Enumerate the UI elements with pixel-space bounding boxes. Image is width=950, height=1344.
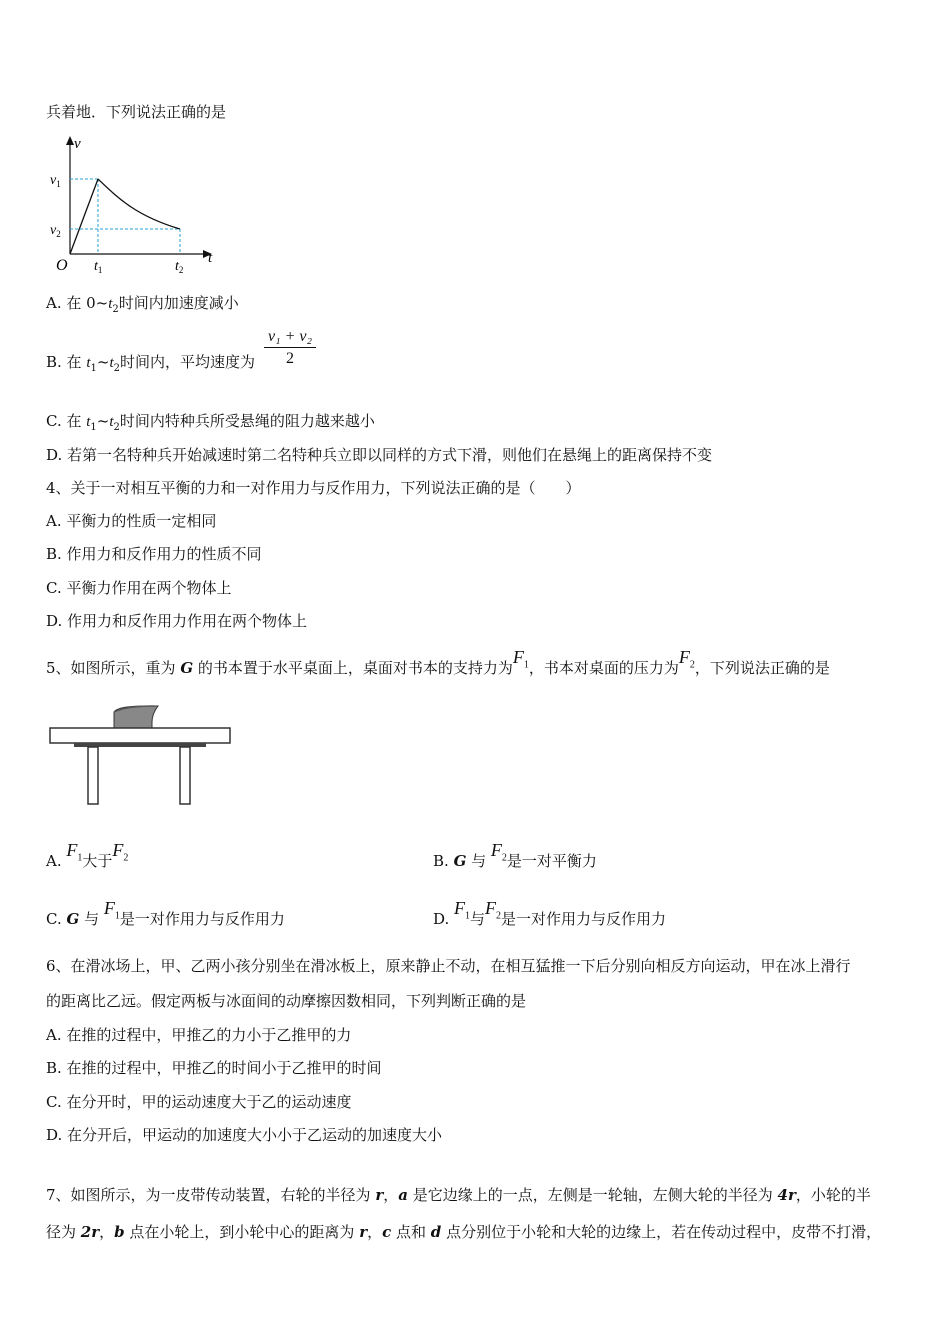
q4-option-c: C. 平衡力作用在两个物体上 <box>46 579 232 597</box>
q3-option-b: B. 在 $t_1\sim t_2$时间内，平均速度为 <box>46 353 256 374</box>
origin-label: O <box>56 257 68 274</box>
q7-stem-line2: 径为 2r，b 点在小轮上，到小轮中心的距离为 r，c 点和 d 点分别位于小轮和大轮的边缘上，若在传动过程中，皮带不打滑， <box>46 1223 882 1241</box>
table-leg-left <box>88 747 98 804</box>
q6-stem-line1: 6、在滑冰场上，甲、乙两小孩分别坐在滑冰板上，原来静止不动，在相互猛推一下后分别向相反方向运动，甲在冰上滑行 <box>46 957 851 975</box>
q4-option-a: A. 平衡力的性质一定相同 <box>46 512 217 530</box>
book-on-table-figure <box>46 700 236 810</box>
q6-option-a: A. 在推的过程中，甲推乙的力小于乙推甲的力 <box>46 1026 352 1044</box>
q6-stem-line2: 的距离比乙远。假定两板与冰面间的动摩擦因数相同，下列判断正确的是 <box>46 992 527 1010</box>
intro-text: 兵着地．下列说法正确的是 <box>46 103 227 121</box>
q3-option-a: A. 在 $0\sim t_2$时间内加速度减小 <box>46 294 239 315</box>
decel-curve <box>98 179 180 229</box>
table-top <box>50 728 230 743</box>
accel-segment <box>70 179 98 254</box>
q5-stem: 5、如图所示，重为 G 的书本置于水平桌面上，桌面对书本的支持力为$F_1$，书本对桌面的压力为$F_2$，下列说法正确的是 <box>46 647 830 677</box>
q3-option-c: C. 在 $t_1\sim t_2$时间内特种兵所受悬绳的阻力越来越小 <box>46 412 375 433</box>
average-velocity-fraction: $\frac{\text{v₁ + v₂}}{2}$ <box>264 328 316 368</box>
t2-label: $t_2$ <box>175 259 184 275</box>
q4-option-d: D. 作用力和反作用力作用在两个物体上 <box>46 612 308 630</box>
v1-label: $v_1$ <box>50 173 61 189</box>
v-axis-label: v <box>74 136 81 152</box>
v2-label: $v_2$ <box>50 223 61 239</box>
q6-option-d: D. 在分开后，甲运动的加速度大小小于乙运动的加速度大小 <box>46 1126 443 1144</box>
q5-option-b: B. G 与 $F_2$是一对平衡力 <box>433 840 597 870</box>
q6-option-b: B. 在推的过程中，甲推乙的时间小于乙推甲的时间 <box>46 1059 382 1077</box>
q5-option-c: C. G 与 $F_1$是一对作用力与反作用力 <box>46 898 285 928</box>
q6-option-c: C. 在分开时，甲的运动速度大于乙的运动速度 <box>46 1093 352 1111</box>
t-axis-label: t <box>208 250 213 266</box>
q5-option-a: A. $F_1$大于$F_2$ <box>46 840 129 870</box>
t1-label: $t_1$ <box>94 259 103 275</box>
q4-option-b: B. 作用力和反作用力的性质不同 <box>46 545 262 563</box>
q4-stem: 4、关于一对相互平衡的力和一对作用力与反作用力，下列说法正确的是（ ） <box>46 479 581 497</box>
q5-option-d: D. $F_1$与$F_2$是一对作用力与反作用力 <box>433 898 667 928</box>
q3-option-d: D. 若第一名特种兵开始减速时第二名特种兵立即以同样的方式下滑，则他们在悬绳上的距离保持不变 <box>46 446 713 464</box>
velocity-time-graph <box>46 128 226 278</box>
q7-stem-line1: 7、如图所示，为一皮带传动装置，右轮的半径为 r，a 是它边缘上的一点，左侧是一轮轴，左侧大轮的半径为 4r，小轮的半 <box>46 1186 871 1204</box>
v-axis-arrow <box>66 136 74 145</box>
table-leg-right <box>180 747 190 804</box>
